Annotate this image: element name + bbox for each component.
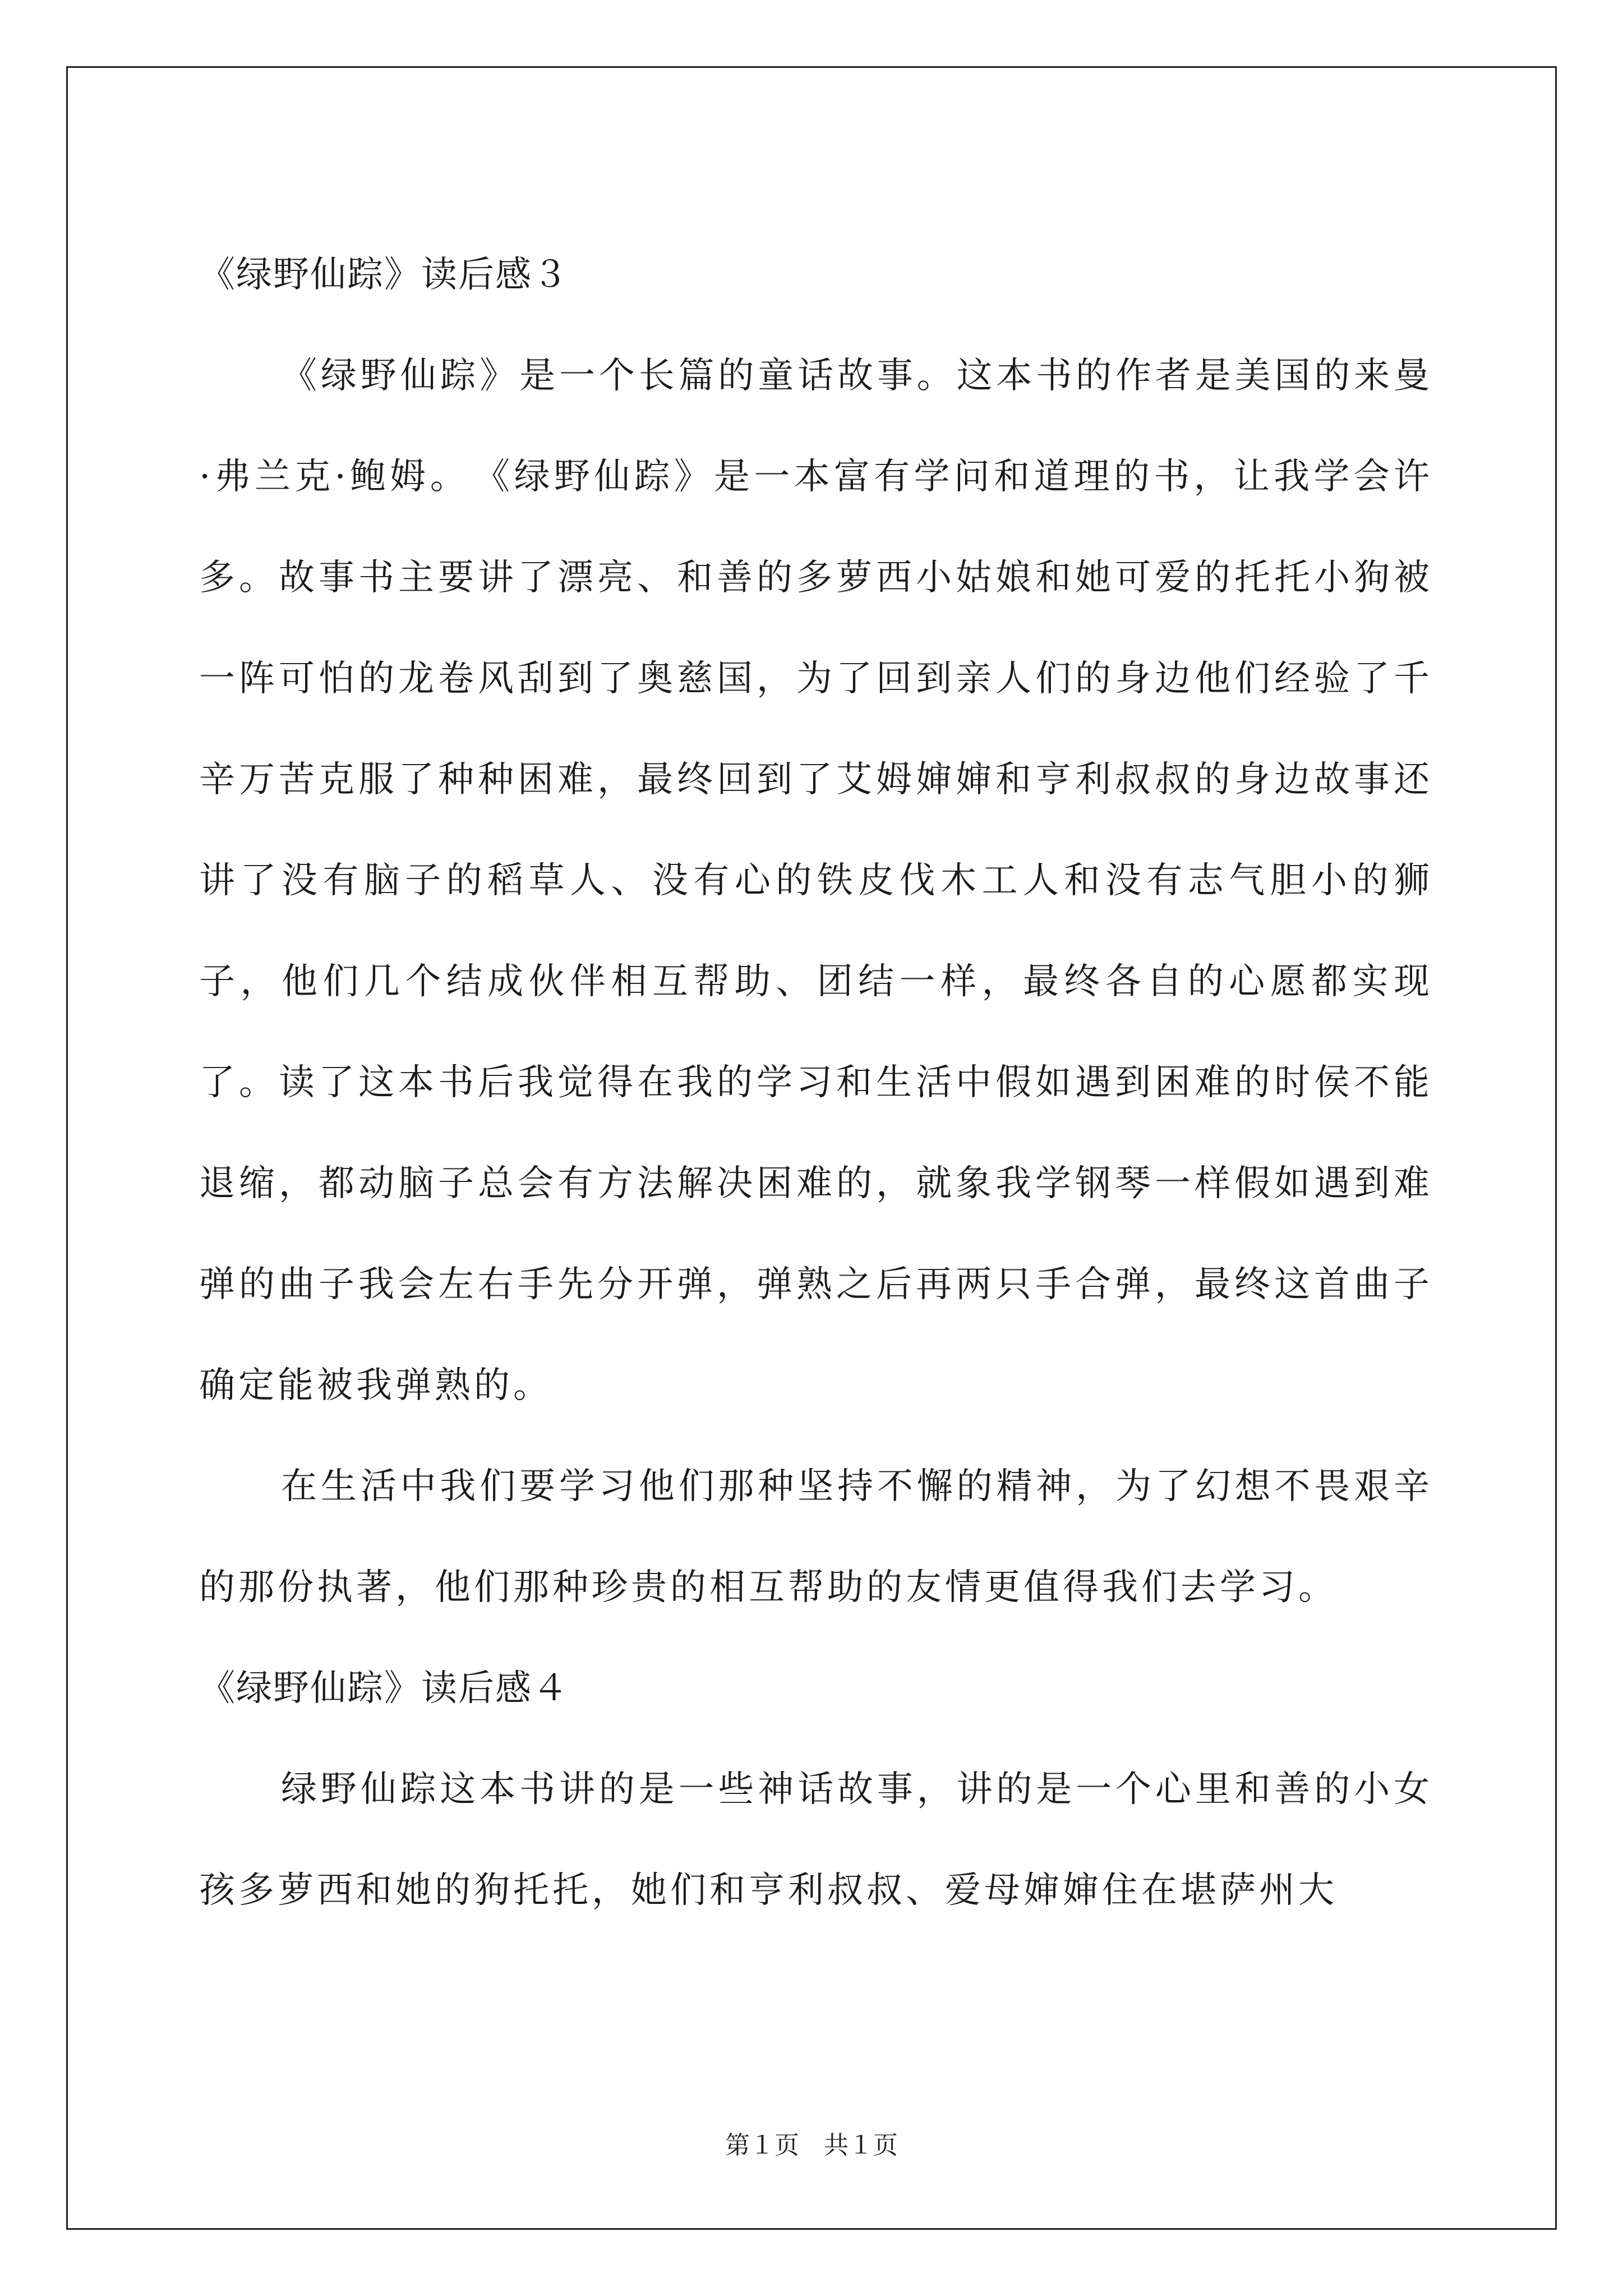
section-title: 《绿野仙踪》读后感４ bbox=[199, 1668, 569, 1709]
paragraph: 在生活中我们要学习他们那种坚持不懈的精神，为了幻想不畏艰辛的那份执著，他们那种珍贵的相互帮助的友情更值得我们去学习。 bbox=[199, 1466, 1433, 1608]
section-title: 《绿野仙踪》读后感３ bbox=[199, 254, 569, 296]
paragraph: 《绿野仙踪》是一个长篇的童话故事。这本书的作者是美国的来曼·弗兰克·鲍姆。 《绿野仙踪》是一本富有学问和道理的书，让我学会许多。故事书主要讲了漂亮、和善的多萝西小姑娘和她可爱的托托小狗被一阵可怕的龙卷风刮到了奥慈国，为了回到亲人们的身边他们经验了千辛万苦克服了种种困难，最终回到了艾姆婶婶和亨利叔叔的身边故事还讲了没有脑子的稻草人、没有心的铁皮伐木工人和没有志气胆小的狮子，他们几个结成伙伴相互帮助、团结一样，最终各自的心愿都实现了。读了这本书后我觉得在我的学习和生活中假如遇到困难的时侯不能退缩，都动脑子总会有方法解决困难的，就象我学钢琴一样假如遇到难弹的曲子我会左右手先分开弹，弹熟之后再两只手合弹，最终这首曲子确定能被我弹熟的。 bbox=[199, 355, 1433, 1406]
document-body bbox=[199, 224, 1433, 1941]
paragraph: 绿野仙踪这本书讲的是一些神话故事，讲的是一个心里和善的小女孩多萝西和她的狗托托，她们和亨利叔叔、爱母婶婶住在堪萨州大 bbox=[199, 1769, 1433, 1911]
page-footer: 第１页 共１页 bbox=[725, 2131, 898, 2160]
